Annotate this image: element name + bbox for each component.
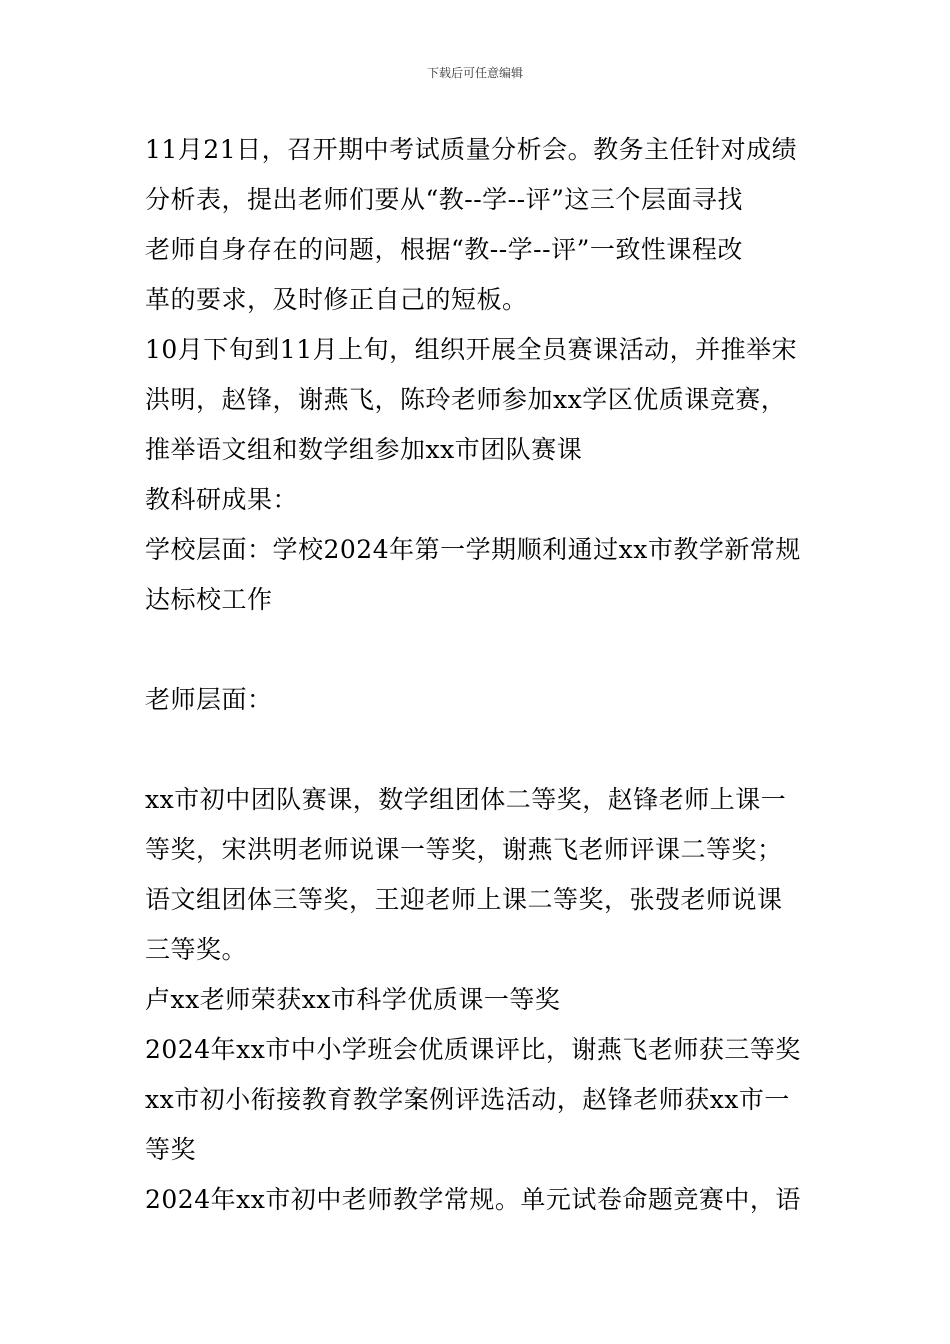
text-line: 老师自身存在的问题，根据“教--学--评”一致性课程改 bbox=[145, 235, 743, 264]
text-line: 10月下旬到11月上旬，组织开展全员赛课活动，并推举宋 bbox=[145, 335, 798, 364]
text-line: 洪明，赵锋，谢燕飞，陈玲老师参加xx学区优质课竞赛， bbox=[145, 385, 787, 414]
text-line: 分析表，提出老师们要从“教--学--评”这三个层面寻找 bbox=[145, 185, 743, 214]
text-line: 三等奖。 bbox=[145, 935, 248, 964]
section-heading: 老师层面： bbox=[145, 685, 273, 714]
text-line: 等奖 bbox=[145, 1135, 197, 1164]
text-line: xx市初小衔接教育教学案例评选活动，赵锋老师获xx市一 bbox=[145, 1085, 790, 1114]
text-line: 推举语文组和数学组参加xx市团队赛课 bbox=[145, 435, 583, 464]
text-line: 革的要求，及时修正自己的短板。 bbox=[145, 285, 528, 314]
text-line: 达标校工作 bbox=[145, 585, 273, 614]
text-line: 等奖，宋洪明老师说课一等奖，谢燕飞老师评课二等奖； bbox=[145, 835, 783, 864]
page-header: 下载后可任意编辑 bbox=[426, 66, 523, 80]
section-heading: 教科研成果： bbox=[145, 485, 299, 514]
text-line: xx市初中团队赛课，数学组团体二等奖，赵锋老师上课一 bbox=[145, 785, 787, 814]
text-line: 卢xx老师荣获xx市科学优质课一等奖 bbox=[145, 985, 561, 1014]
text-line: 2024年xx市中小学班会优质课评比，谢燕飞老师获三等奖 bbox=[145, 1035, 801, 1064]
text-line: 2024年xx市初中老师教学常规。单元试卷命题竞赛中，语 bbox=[145, 1185, 801, 1214]
text-line: 11月21日，召开期中考试质量分析会。教务主任针对成绩 bbox=[145, 135, 798, 164]
text-line: 语文组团体三等奖，王迎老师上课二等奖，张弢老师说课 bbox=[145, 885, 783, 914]
text-line: 学校层面：学校2024年第一学期顺利通过xx市教学新常规 bbox=[145, 535, 801, 564]
